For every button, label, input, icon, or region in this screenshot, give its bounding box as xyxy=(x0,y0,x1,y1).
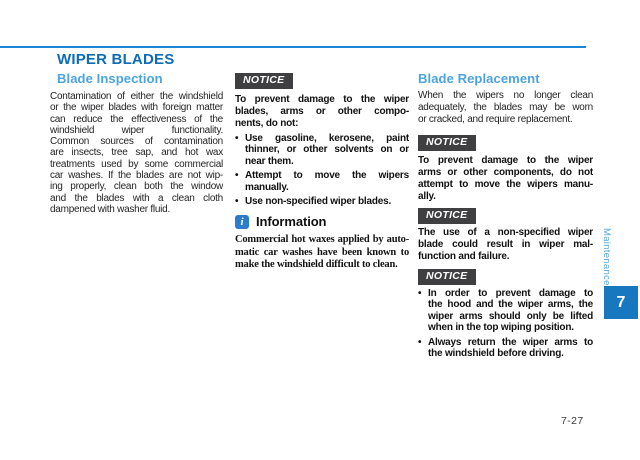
bullet-item xyxy=(418,288,593,334)
section-middle-notices xyxy=(235,70,409,272)
text-line: when in the top wiping position. xyxy=(428,322,574,334)
text-line: blade could result in wiper mal- xyxy=(418,239,593,250)
text-line: arms or other components, do not xyxy=(418,167,593,178)
bullet-marker: • xyxy=(235,133,239,144)
chapter-tab-label: Maintenance xyxy=(601,228,612,286)
text-line: make the windshield difficult to clean. xyxy=(235,259,398,271)
text-line: dampened with washer fluid. xyxy=(50,203,170,215)
text-line: car washes. If the blades are not wip- xyxy=(50,170,223,182)
text-line: or cracked, and require replacement. xyxy=(418,114,573,125)
text-line: To prevent damage to the wiper xyxy=(235,94,409,105)
text-line: adequately, the blades may be worn xyxy=(418,102,593,113)
page-number: 7-27 xyxy=(561,415,584,427)
text-line: the windshield before driving. xyxy=(428,348,564,360)
text-line: matic car washes have been known to xyxy=(235,246,409,258)
notice-paragraph xyxy=(235,94,409,130)
text-line: wiper arms should only be lifted xyxy=(428,310,593,322)
notice-badge: NOTICE xyxy=(235,73,293,89)
bullet-marker: • xyxy=(418,288,422,299)
text-line: Use gasoline, kerosene, paint xyxy=(245,133,409,144)
text-line: and the blades with a clean cloth xyxy=(50,192,223,204)
page-title: WIPER BLADES xyxy=(57,51,175,68)
text-line: To prevent damage to the wiper xyxy=(418,155,593,166)
bullet-item xyxy=(235,196,409,207)
text-line: Common sources of contamination xyxy=(50,136,223,148)
information-icon: i xyxy=(235,215,249,229)
text-line: windshield wiper functionality. xyxy=(50,124,223,136)
blade-replacement-heading: Blade Replacement xyxy=(418,71,540,86)
notice-badge: NOTICE xyxy=(418,208,476,224)
bullet-item xyxy=(418,337,593,360)
text-line: the hood and the wiper arms, the xyxy=(428,299,593,311)
text-line: blades, arms or other compo- xyxy=(235,106,409,117)
text-line: In order to prevent damage to xyxy=(428,288,593,299)
text-line: are insects, tree sap, and hot wax xyxy=(50,147,223,159)
bullet-marker: • xyxy=(418,336,422,348)
notice-bullet-list xyxy=(235,133,409,207)
text-line: ing properly, clean both the window xyxy=(50,181,223,193)
text-line: or the wiper blades with foreign matter xyxy=(50,102,223,114)
section-blade-inspection xyxy=(50,71,223,215)
bullet-marker: • xyxy=(235,196,239,208)
blade-replacement-paragraph xyxy=(418,90,593,126)
bullet-item xyxy=(235,133,409,167)
blade-inspection-paragraph xyxy=(50,91,223,215)
notice-paragraph xyxy=(418,155,593,203)
notice-paragraph xyxy=(418,227,593,263)
text-line: attempt to move the wipers manu- xyxy=(418,179,593,190)
text-line: When the wipers no longer clean xyxy=(418,90,593,101)
text-line: function and failure. xyxy=(418,251,510,262)
notice-badge: NOTICE xyxy=(418,135,476,151)
information-paragraph xyxy=(235,234,409,271)
text-line: Use non-specified wiper blades. xyxy=(245,196,392,208)
text-line: manually. xyxy=(245,181,289,193)
text-line: Always return the wiper arms to xyxy=(428,336,593,348)
text-line: can reduce the effectiveness of the xyxy=(50,113,223,125)
section-blade-replacement xyxy=(418,71,593,362)
text-line: ally. xyxy=(418,191,436,202)
bullet-marker: • xyxy=(235,170,239,182)
text-line: Contamination of either the windshield xyxy=(50,91,223,102)
blade-inspection-heading: Blade Inspection xyxy=(57,71,163,86)
header-rule xyxy=(0,46,586,48)
text-line: nents, do not: xyxy=(235,118,299,129)
text-line: treatments used by some commercial xyxy=(50,158,223,170)
information-header xyxy=(235,214,409,229)
bullet-item xyxy=(235,170,409,193)
information-title: Information xyxy=(256,214,327,230)
text-line: The use of a non-specified wiper xyxy=(418,227,593,238)
text-line: near them. xyxy=(245,155,294,167)
text-line: Commercial hot waxes applied by auto- xyxy=(235,234,409,246)
notice-bullet-list xyxy=(418,288,593,359)
chapter-number-badge: 7 xyxy=(604,286,638,319)
text-line: Attempt to move the wipers xyxy=(245,170,409,182)
text-line: thinner, or other solvents on or xyxy=(245,144,409,156)
notice-badge: NOTICE xyxy=(418,269,476,285)
